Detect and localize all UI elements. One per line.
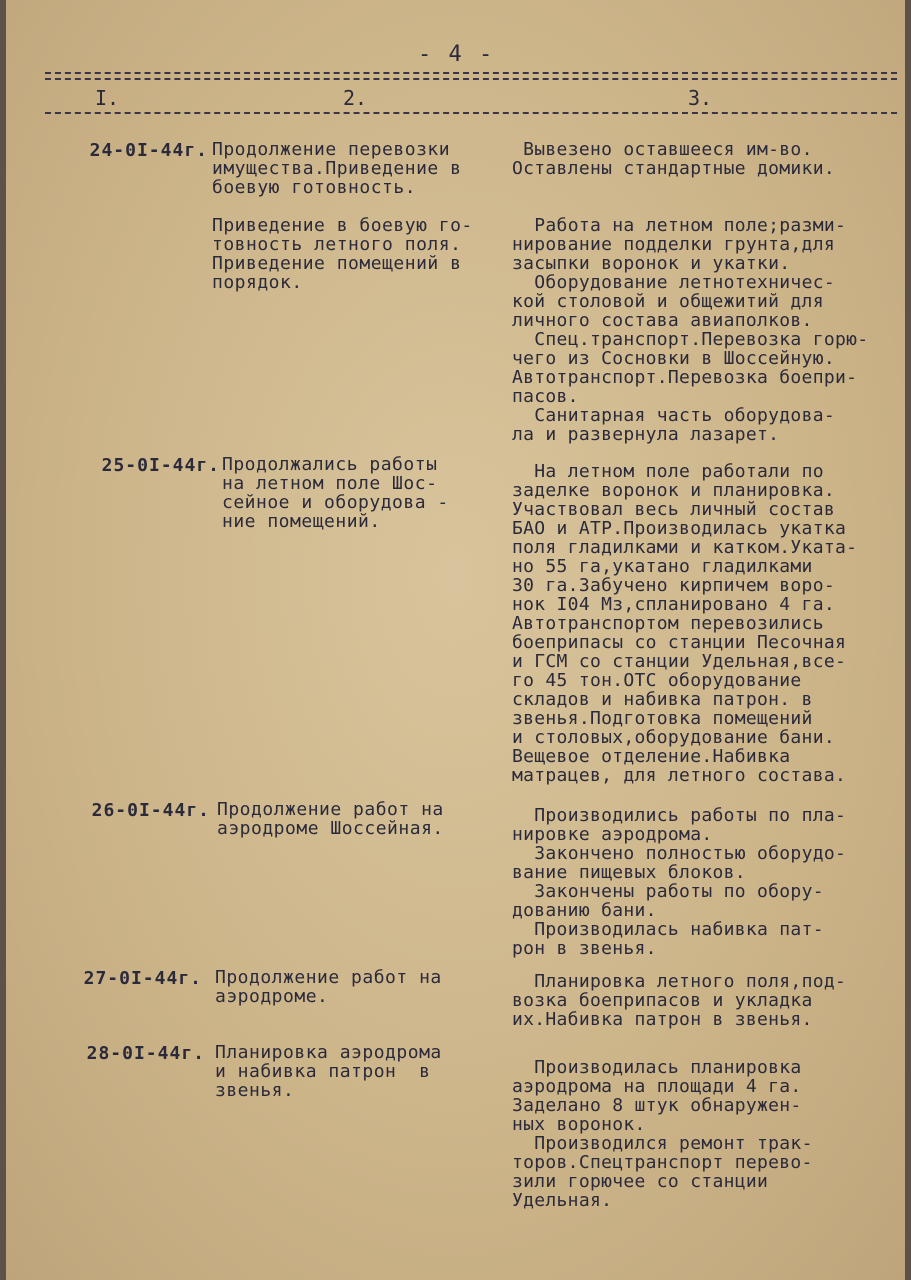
entry-date: 25-0I-44г. (101, 455, 220, 476)
entry-work: Продолжались работы на летном поле Шос- сейное и оборудова - ние помещений. (222, 454, 449, 532)
entry-date: 24-0I-44г. (89, 140, 208, 161)
column-header-result: 3. (688, 86, 713, 110)
entry-result: Планировка летного поля,под- возка боеприпасов и укладка их.Набивка патрон в звенья. (512, 971, 847, 1030)
header-rule-top-second (45, 78, 897, 80)
entry-work: Планировка аэродрома и набивка патрон в звенья. (215, 1042, 442, 1101)
column-header-work: 2. (343, 86, 368, 110)
entry-result: Производилась планировка аэродрома на площади 4 га. Заделано 8 штук обнаружен- ных воронок. Производился ремонт трак- торов.Спецтранспорт перево- зили горючее со станции Удельная. (512, 1057, 813, 1211)
entry-work: Продолжение работ на аэродроме. (215, 967, 442, 1007)
entry-date: 27-0I-44г. (83, 968, 202, 989)
entry-work: Продолжение перевозки имущества.Приведение в боевую готовность. Приведение в боевую го- товность летного поля. Приведение помещений в порядок. (212, 139, 473, 293)
header-rule-bottom (45, 112, 897, 114)
entry-result: Производились работы по пла- нировке аэродрома. Закончено полностью оборудо- вание пищевых блоков. Закончены работы по обору- дованию бани. Производилась набивка пат- рон в звенья. (512, 805, 847, 959)
entry-result: Вывезено оставшееся им-во. Оставлены стандартные домики. Работа на летном поле;разми- нирование подделки грунта,для засыпки воронок и укатки. Оборудование летнотехничес- кой столовой и общежитий для личного состава авиаполков. Спец.транспорт.Перевозка горю- чего из Сосновки в Шоссейную. Автотранспорт.Перевозка боепри- пасов. Санитарная часть оборудова- ла и развернула лазарет. (512, 139, 869, 445)
entry-work: Продолжение работ на аэродроме Шоссейная. (217, 799, 444, 839)
column-header-date: I. (95, 86, 120, 110)
entry-date: 28-0I-44г. (86, 1043, 205, 1064)
entry-date: 26-0I-44г. (91, 800, 210, 821)
page-number: - 4 - (418, 42, 495, 67)
entry-result: На летном поле работали по заделке воронок и планировка. Участвовал весь личный состав БАО и АТР.Производилась укатка поля гладилками и катком.Уката- но 55 га,укатано гладилками 30 га.Забучено кирпичем воро- нок I04 Мз,спланировано 4 га. Автотранспортом перевозились боеприпасы со станции Песочная и ГСМ со станции Удельная,все- го 45 тон.ОТС оборудование складов и набивка патрон. в звенья.Подготовка помещений и столовых,оборудование бани. Вещевое отделение.Набивка матрацев, для летного состава. (512, 461, 858, 786)
header-rule-top (45, 72, 897, 74)
